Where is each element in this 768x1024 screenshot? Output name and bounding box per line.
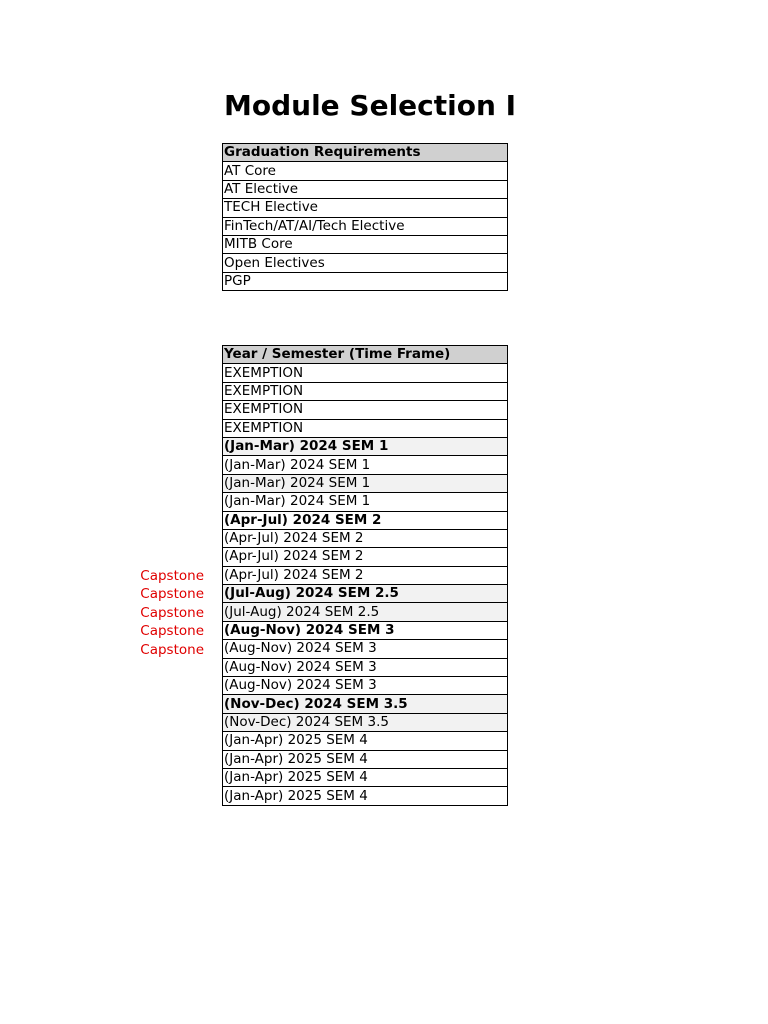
- table-cell: FinTech/AT/AI/Tech Elective: [223, 217, 508, 235]
- table-cell: (Apr-Jul) 2024 SEM 2: [223, 529, 508, 547]
- table-cell: EXEMPTION: [223, 419, 508, 437]
- table-cell: (Jan-Apr) 2025 SEM 4: [223, 787, 508, 805]
- table-cell: AT Core: [223, 162, 508, 180]
- table-cell: (Nov-Dec) 2024 SEM 3.5: [223, 695, 508, 713]
- table-header-row: [223, 346, 508, 364]
- table-row: [223, 180, 508, 198]
- table-row: [223, 640, 508, 658]
- table-cell: (Aug-Nov) 2024 SEM 3: [223, 658, 508, 676]
- table-cell: TECH Elective: [223, 199, 508, 217]
- graduation-requirements-header: Graduation Requirements: [223, 144, 508, 162]
- table-row: [223, 235, 508, 253]
- table-row: [223, 199, 508, 217]
- page-title: Module Selection I: [224, 89, 517, 122]
- table-row: [223, 162, 508, 180]
- table-row: [223, 419, 508, 437]
- table-row: [223, 511, 508, 529]
- table-cell: (Aug-Nov) 2024 SEM 3: [223, 621, 508, 639]
- table-row: [223, 548, 508, 566]
- table-cell: (Jan-Mar) 2024 SEM 1: [223, 456, 508, 474]
- table-cell: Open Electives: [223, 254, 508, 272]
- table-row: [223, 456, 508, 474]
- table-row: [223, 217, 508, 235]
- table-cell: AT Elective: [223, 180, 508, 198]
- table-cell: (Apr-Jul) 2024 SEM 2: [223, 511, 508, 529]
- table-row: [223, 382, 508, 400]
- capstone-label: Capstone: [140, 641, 204, 658]
- table-cell: (Aug-Nov) 2024 SEM 3: [223, 640, 508, 658]
- table-row: [223, 474, 508, 492]
- table-row: [223, 787, 508, 805]
- table-row: [223, 713, 508, 731]
- table-cell: EXEMPTION: [223, 382, 508, 400]
- table-row: [223, 493, 508, 511]
- table-cell: (Jul-Aug) 2024 SEM 2.5: [223, 603, 508, 621]
- table-row: [223, 658, 508, 676]
- table-row: [223, 750, 508, 768]
- table-cell: (Apr-Jul) 2024 SEM 2: [223, 566, 508, 584]
- graduation-requirements-table: [222, 143, 508, 291]
- table-row: [223, 254, 508, 272]
- table-row: [223, 529, 508, 547]
- capstone-label: Capstone: [140, 586, 204, 603]
- table-cell: (Jan-Mar) 2024 SEM 1: [223, 474, 508, 492]
- table-cell: (Nov-Dec) 2024 SEM 3.5: [223, 713, 508, 731]
- table-cell: EXEMPTION: [223, 401, 508, 419]
- table-row: [223, 732, 508, 750]
- table-cell: (Jan-Apr) 2025 SEM 4: [223, 768, 508, 786]
- capstone-label: Capstone: [140, 604, 204, 621]
- semester-timeframe-table: [222, 345, 508, 806]
- table-cell: EXEMPTION: [223, 364, 508, 382]
- table-row: [223, 695, 508, 713]
- table-row: [223, 437, 508, 455]
- table-cell: (Jan-Mar) 2024 SEM 1: [223, 493, 508, 511]
- semester-rows: [223, 364, 508, 805]
- table-cell: MITB Core: [223, 235, 508, 253]
- table-cell: (Jul-Aug) 2024 SEM 2.5: [223, 585, 508, 603]
- table-cell: (Jan-Apr) 2025 SEM 4: [223, 750, 508, 768]
- table-cell: (Jan-Mar) 2024 SEM 1: [223, 437, 508, 455]
- table-row: [223, 768, 508, 786]
- table-row: [223, 585, 508, 603]
- table-row: [223, 401, 508, 419]
- table-row: [223, 272, 508, 290]
- table-row: [223, 621, 508, 639]
- capstone-labels: [100, 567, 204, 659]
- table-header-row: [223, 144, 508, 162]
- table-row: [223, 364, 508, 382]
- capstone-label: Capstone: [140, 623, 204, 640]
- table-cell: (Jan-Apr) 2025 SEM 4: [223, 732, 508, 750]
- table-row: [223, 566, 508, 584]
- capstone-label: Capstone: [140, 568, 204, 584]
- table-cell: (Aug-Nov) 2024 SEM 3: [223, 677, 508, 695]
- table-cell: (Apr-Jul) 2024 SEM 2: [223, 548, 508, 566]
- semester-timeframe-header: Year / Semester (Time Frame): [223, 346, 508, 364]
- table-cell: PGP: [223, 272, 508, 290]
- table-row: [223, 603, 508, 621]
- table-row: [223, 677, 508, 695]
